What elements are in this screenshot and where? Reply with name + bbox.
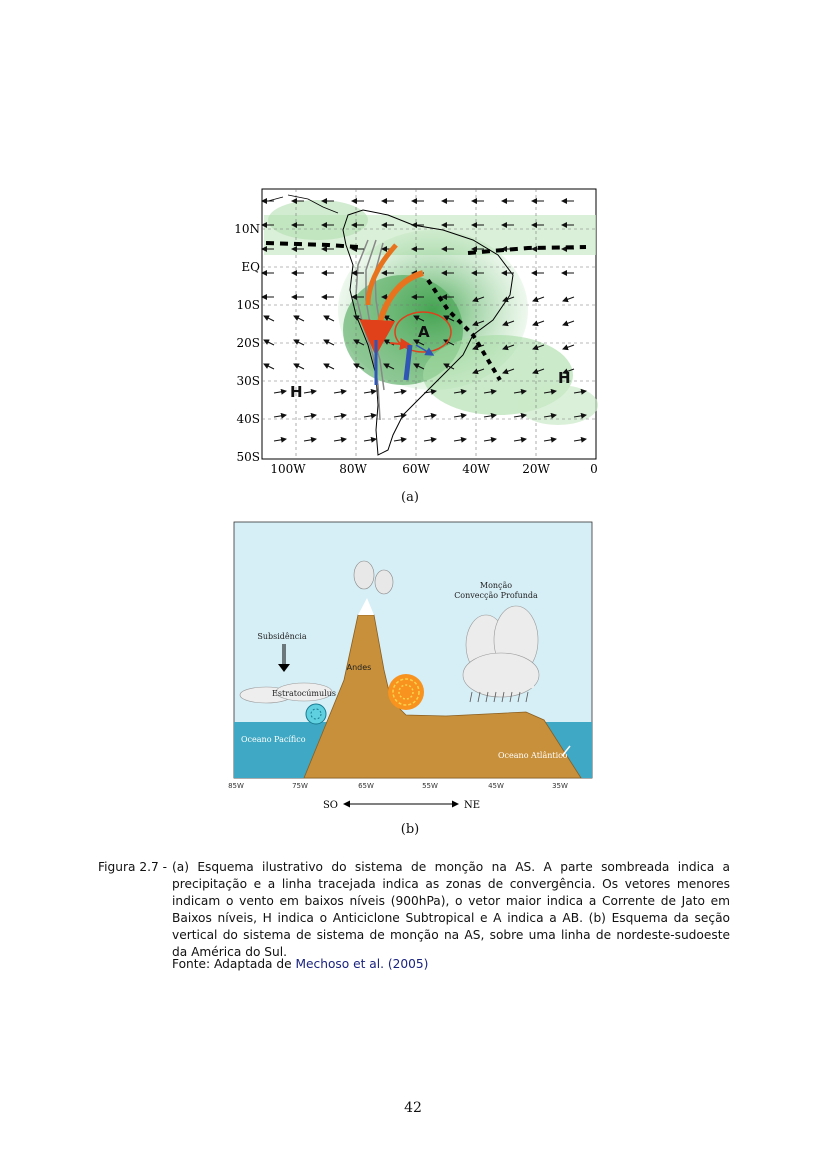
figure-a-sublabel: (a) (401, 490, 419, 505)
label-atlantic: Oceano Atlântico (498, 751, 568, 760)
lon-tick: 35W (552, 782, 568, 790)
marker-h-right: H (558, 369, 571, 387)
bolivian-high-swirl (388, 674, 424, 710)
lat-label: 40S (236, 412, 260, 426)
source-prefix: Fonte: Adaptada de (172, 957, 296, 971)
lon-tick: 65W (358, 782, 374, 790)
page-number: 42 (404, 1100, 422, 1116)
lat-label: 50S (236, 450, 260, 464)
label-monsoon: Monção (479, 581, 513, 590)
lat-label: 20S (236, 336, 260, 350)
marker-a: A (418, 323, 430, 341)
label-deep-convection: Convecção Profunda (454, 591, 538, 600)
figure-source (172, 957, 428, 971)
label-stratocumulus: Estratocúmulus (272, 689, 336, 698)
label-andes: Andes (346, 663, 372, 672)
lon-label: 0 (590, 462, 598, 475)
label-pacific: Oceano Pacífico (241, 735, 306, 744)
figure-a-map (228, 185, 600, 475)
lon-label: 60W (402, 462, 430, 475)
caption-body: (a) Esquema ilustrativo do sistema de monção na AS. A parte sombreada indica a precipitação e a linha tracejada indica as zonas de convergência. Os vetores menores indicam o vento em baixos níveis (900hPa), o vetor maior indica a Corrente de Jato em Baixos níveis, H indica o Anticiclone Subtropical e A indica a AB. (b) Esquema da seção vertical do sistema de sistema de monção na AS, sobre uma linha de nordeste-sudoeste da América do Sul. (172, 860, 730, 959)
lon-label: 20W (522, 462, 550, 475)
label-subsidence: Subsidência (257, 632, 307, 641)
lat-label: 30S (236, 374, 260, 388)
direction-so: SO (322, 800, 338, 810)
lon-tick: 75W (292, 782, 308, 790)
lon-tick: 55W (422, 782, 438, 790)
lon-tick: 45W (488, 782, 504, 790)
lon-label: 40W (462, 462, 490, 475)
direction-ne: NE (464, 800, 481, 810)
lat-label: EQ (241, 260, 260, 274)
map-svg (228, 185, 600, 475)
lon-label: 80W (339, 462, 367, 475)
lon-label: 100W (270, 462, 306, 475)
lon-tick: 85W (228, 782, 244, 790)
caption-head: Figura 2.7 - (98, 860, 167, 874)
marker-h-left: H (290, 383, 303, 401)
cross-section-svg (226, 520, 598, 810)
source-reference-link[interactable]: Mechoso et al. (2005) (295, 957, 429, 971)
lat-label: 10S (236, 298, 260, 312)
figure-b-cross-section (226, 520, 598, 810)
lat-label: 10N (234, 222, 260, 236)
figure-b-sublabel: (b) (400, 822, 420, 837)
